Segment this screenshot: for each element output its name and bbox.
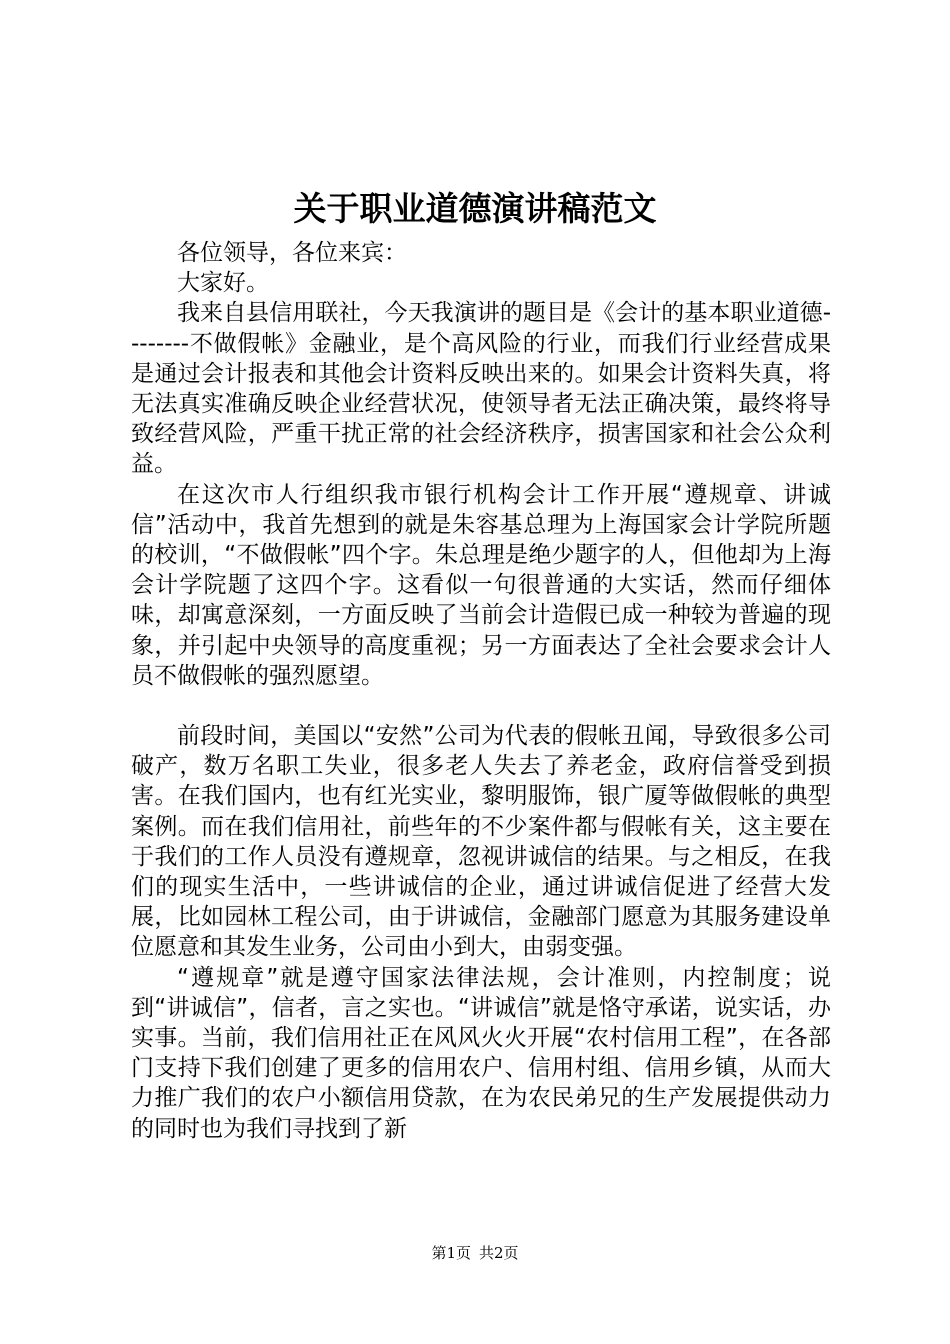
greeting: 大家好。 (177, 270, 269, 297)
document-body (131, 238, 831, 1144)
page-number: 第1页 (431, 1244, 471, 1262)
page-total: 共2页 (479, 1244, 519, 1262)
paragraph: 在这次市人行组织我市银行机构会计工作开展“遵规章、讲诚信”活动中，我首先想到的就是朱容基总理为上海国家会计学院所题的校训，“不做假帐”四个字。朱总理是绝少题字的人，但他却为上海会计学院题了这四个字。这看似一句很普通的大实话，然而仔细体味，却寓意深刻，一方面反映了当前会计造假已成一种较为普遍的现象，并引起中央领导的高度重视；另一方面表达了全社会要求会计人员不做假帐的强烈愿望。 (131, 481, 831, 689)
page-footer (0, 1243, 950, 1263)
document-title: 关于职业道德演讲稿范文 (293, 189, 657, 228)
paragraph: 前段时间，美国以“安然”公司为代表的假帐丑闻，导致很多公司破产，数万名职工失业，很多老人失去了养老金，政府信誉受到损害。在我们国内，也有红光实业，黎明服饰，银广厦等做假帐的典型案例。而在我们信用社，前些年的不少案件都与假帐有关，这主要在于我们的工作人员没有遵规章，忽视讲诚信的结果。与之相反，在我们的现实生活中，一些讲诚信的企业，通过讲诚信促进了经营大发展，比如园林工程公司，由于讲诚信，金融部门愿意为其服务建设单位愿意和其发生业务，公司由小到大，由弱变强。 (131, 723, 831, 961)
paragraph: “遵规章”就是遵守国家法律法规，会计准则，内控制度；说到“讲诚信”，信者，言之实也。“讲诚信”就是恪守承诺，说实话，办实事。当前，我们信用社正在风风火火开展“农村信用工程”，在各部门支持下我们创建了更多的信用农户、信用村组、信用乡镇，从而大力推广我们的农户小额信用贷款，在为农民弟兄的生产发展提供动力的同时也为我们寻找到了新 (131, 964, 831, 1142)
paragraph: 我来自县信用联社，今天我演讲的题目是《会计的基本职业道德--------不做假帐》金融业，是个高风险的行业，而我们行业经营成果是通过会计报表和其他会计资料反映出来的。如果会计资料失真，将无法真实准确反映企业经营状况，使领导者无法正确决策，最终将导致经营风险，严重干扰正常的社会经济秩序，损害国家和社会公众利益。 (131, 300, 831, 478)
salutation: 各位领导，各位来宾： (177, 240, 407, 266)
